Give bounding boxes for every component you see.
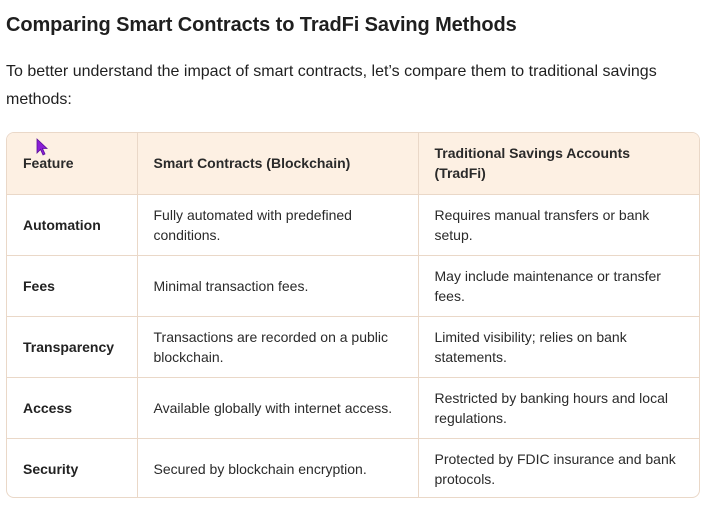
mouse-pointer-icon (36, 138, 48, 156)
row-smart: Fully automated with predefined conditions. (137, 194, 418, 255)
row-feature: Access (7, 377, 137, 438)
row-tradfi: Limited visibility; relies on bank statements. (418, 316, 699, 377)
row-feature: Security (7, 438, 137, 498)
comparison-table (7, 133, 699, 498)
row-feature: Fees (7, 255, 137, 316)
row-feature: Automation (7, 194, 137, 255)
intro-paragraph: To better understand the impact of smart contracts, let’s compare them to traditional savings methods: (6, 63, 657, 108)
table-row (7, 438, 699, 498)
table-row (7, 377, 699, 438)
row-tradfi: Protected by FDIC insurance and bank protocols. (434, 450, 676, 487)
row-smart: Minimal transaction fees. (137, 255, 418, 316)
header-tradfi: Traditional Savings Accounts (TradFi) (418, 133, 699, 194)
row-smart: Available globally with internet access. (137, 377, 418, 438)
header-smart-contracts: Smart Contracts (Blockchain) (137, 133, 418, 194)
table-header-row (7, 133, 699, 194)
table-row (7, 194, 699, 255)
section-heading: Comparing Smart Contracts to TradFi Saving Methods (6, 14, 517, 36)
row-feature: Transparency (7, 316, 137, 377)
row-tradfi: May include maintenance or transfer fees. (418, 255, 699, 316)
table-row (7, 316, 699, 377)
row-tradfi: Restricted by banking hours and local regulations. (418, 377, 699, 438)
table-row (7, 255, 699, 316)
row-smart: Transactions are recorded on a public blockchain. (137, 316, 418, 377)
comparison-table-container (6, 132, 700, 498)
header-feature: Feature (7, 133, 137, 194)
row-smart: Secured by blockchain encryption. (137, 438, 418, 498)
row-tradfi: Requires manual transfers or bank setup. (418, 194, 699, 255)
